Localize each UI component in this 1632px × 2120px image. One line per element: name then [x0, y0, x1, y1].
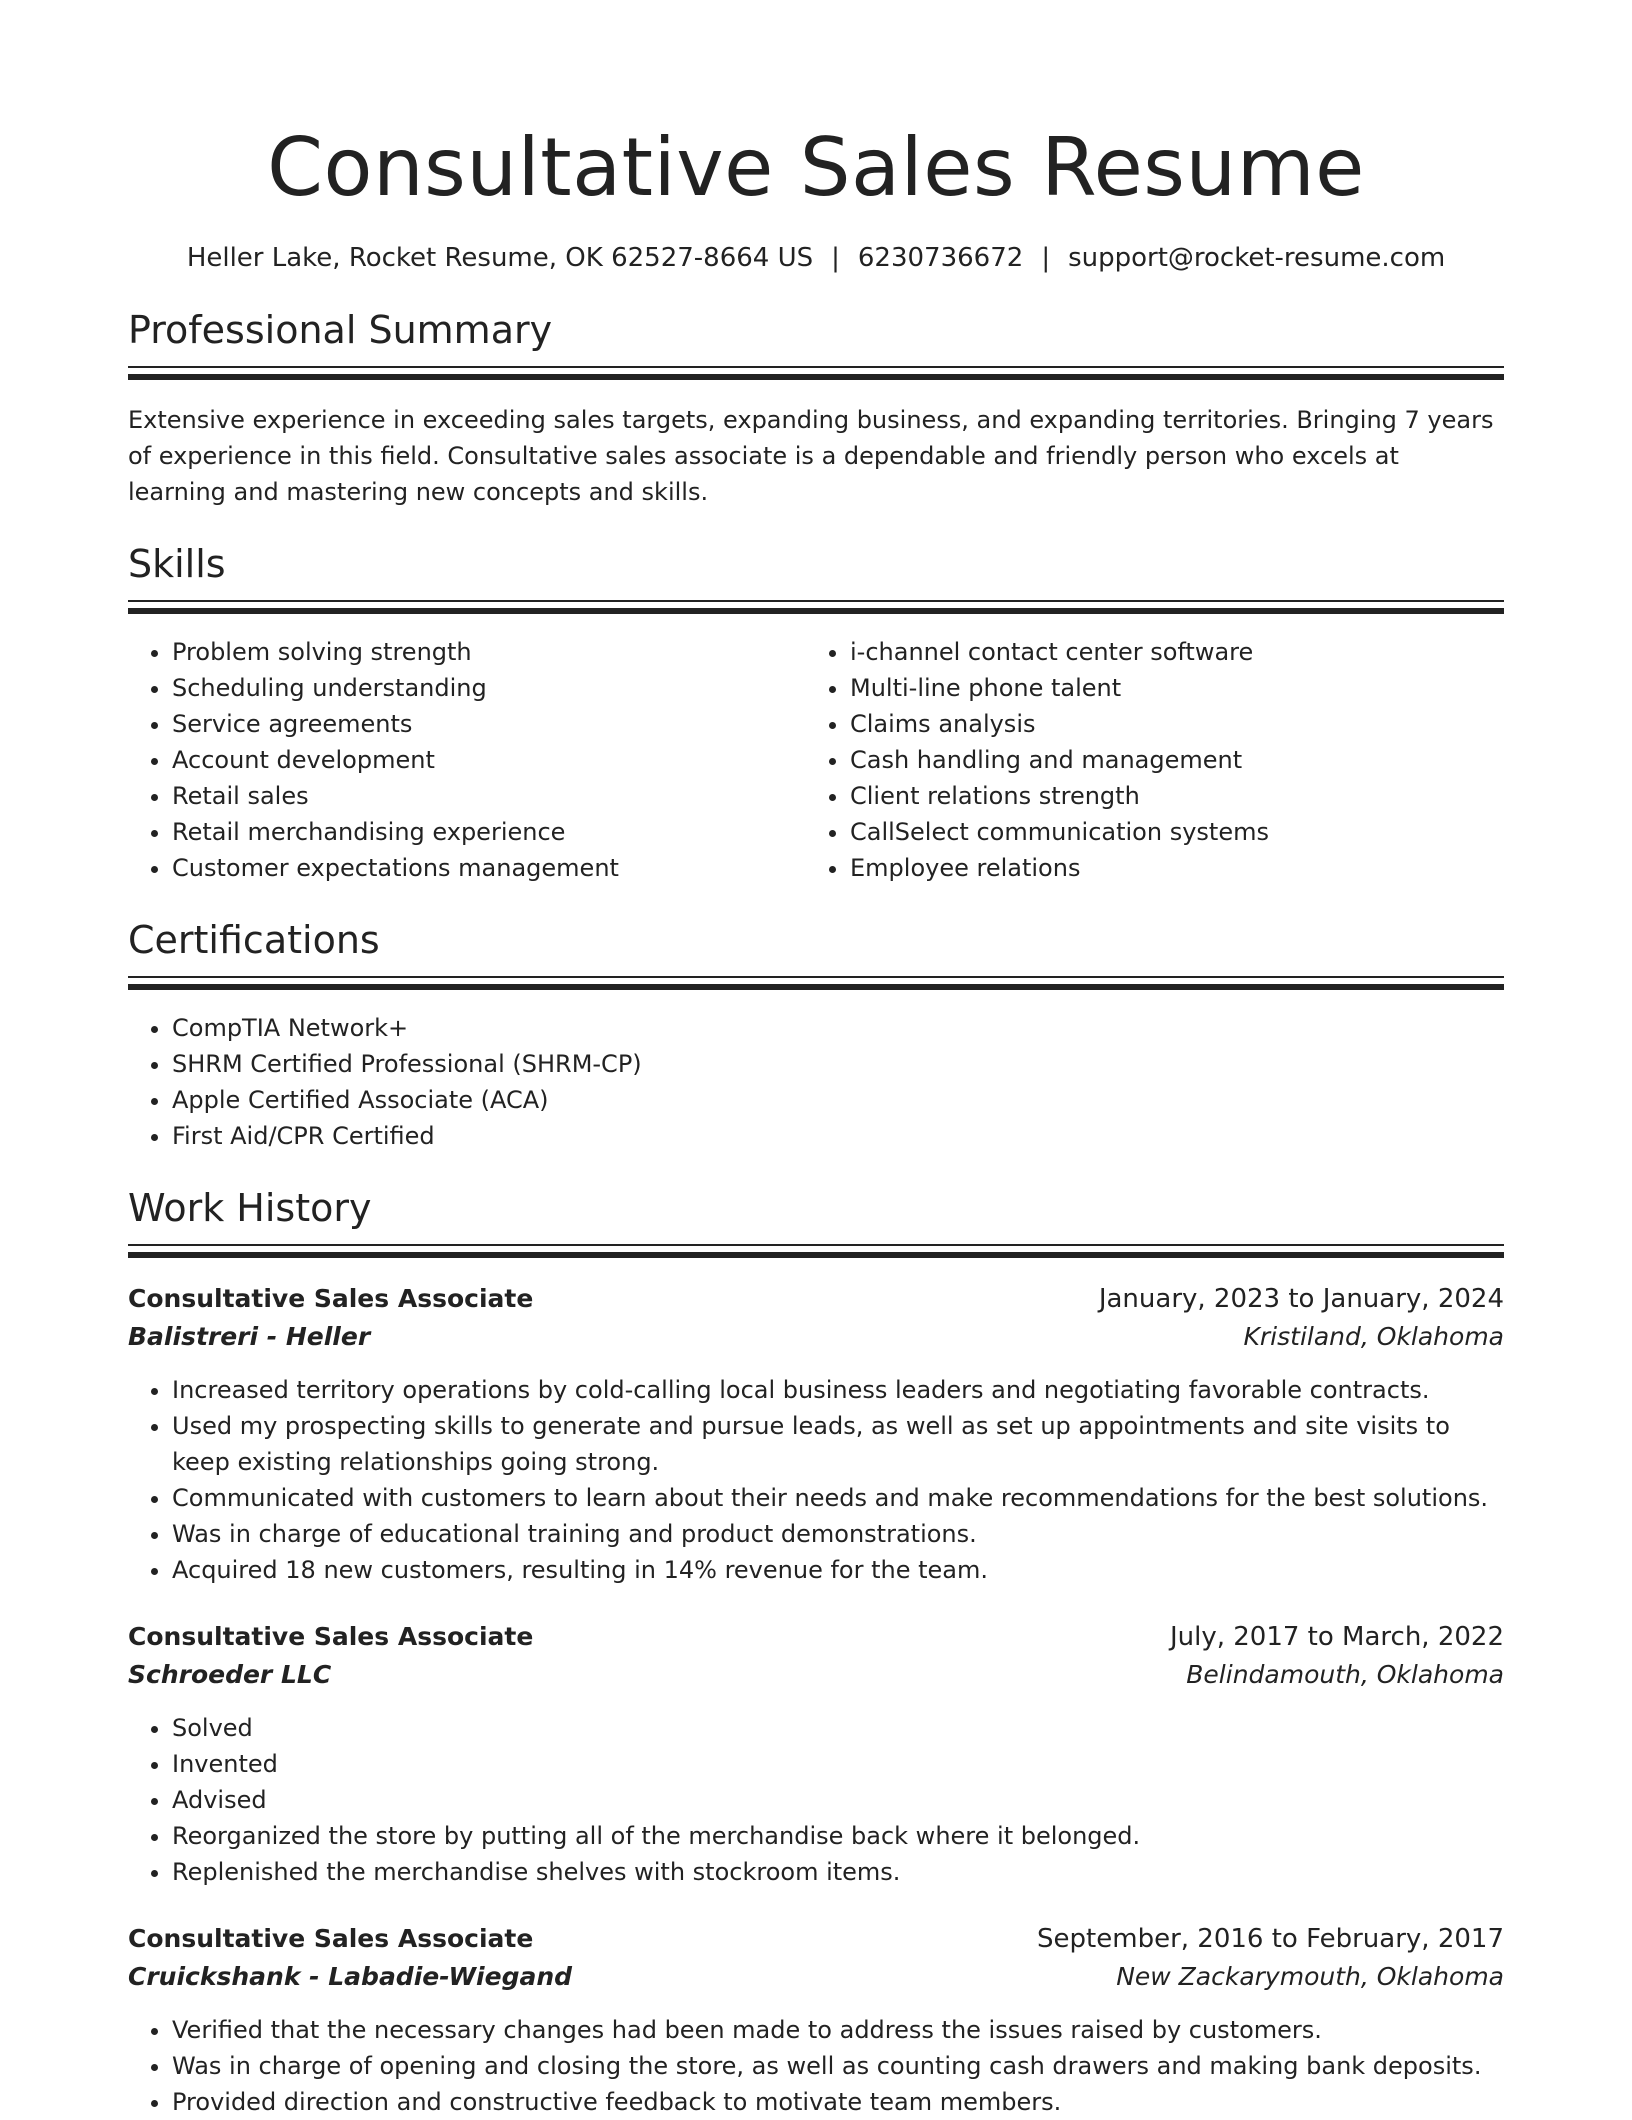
job-company: Cruickshank - Labadie-Wiegand	[128, 1962, 573, 1991]
skill-item: • Customer expectations management	[172, 850, 806, 886]
job-company-row	[128, 1958, 1504, 1996]
job-company-row	[128, 1318, 1504, 1356]
skill-item: • Claims analysis	[850, 706, 1484, 742]
skill-item: • Cash handling and management	[850, 742, 1484, 778]
certifications-section	[128, 916, 1504, 1154]
job-dates: September, 2016 to February, 2017	[1037, 1924, 1504, 1954]
certification-item: • First Aid/CPR Certified	[172, 1118, 1504, 1154]
certification-item: • Apple Certified Associate (ACA)	[172, 1082, 1504, 1118]
contact-separator: |	[831, 243, 840, 273]
section-divider	[128, 600, 1504, 614]
job-dates: January, 2023 to January, 2024	[1098, 1284, 1504, 1314]
job-bullets	[128, 1372, 1504, 1588]
certification-item: • SHRM Certified Professional (SHRM-CP)	[172, 1046, 1504, 1082]
summary-text: Extensive experience in exceeding sales targets, expanding business, and expanding territories. Bringing 7 years of experience in this field. Consultative sales associate is a dependable and friendly person who excels at learning and mastering new concepts and skills.	[128, 406, 1494, 506]
skill-item: • Retail merchandising experience	[172, 814, 806, 850]
skill-item: • Account development	[172, 742, 806, 778]
skill-item: • Employee relations	[850, 850, 1484, 886]
resume-title: Consultative Sales Resume	[267, 121, 1365, 214]
job-location: Kristiland, Oklahoma	[1243, 1322, 1504, 1351]
job-bullet: • Was in charge of opening and closing the store, as well as counting cash drawers and making bank deposits.	[172, 2048, 1504, 2084]
job-title: Consultative Sales Associate	[128, 1284, 534, 1313]
skills-list-left	[128, 634, 806, 886]
job-bullet: • Reorganized the store by putting all of the merchandise back where it belonged.	[172, 1818, 1504, 1854]
skill-item: • i-channel contact center software	[850, 634, 1484, 670]
section-heading-summary: Professional Summary	[128, 308, 553, 352]
job-company-row	[128, 1656, 1504, 1694]
job-location: New Zackarymouth, Oklahoma	[1116, 1962, 1504, 1991]
section-heading-skills: Skills	[128, 542, 226, 586]
contact-separator: |	[1041, 243, 1051, 273]
job-bullet: • Verified that the necessary changes had been made to address the issues raised by customers.	[172, 2012, 1504, 2048]
job-entry	[128, 1618, 1504, 1890]
job-bullet: • Invented	[172, 1746, 1504, 1782]
job-bullets	[128, 1710, 1504, 1890]
job-entry	[128, 1280, 1504, 1588]
certifications-list	[128, 1010, 1504, 1154]
skill-item: • Service agreements	[172, 706, 806, 742]
section-heading-work-history: Work History	[128, 1186, 372, 1230]
skills-section	[128, 540, 1504, 886]
section-heading-certifications: Certifications	[128, 918, 380, 962]
job-bullet: • Increased territory operations by cold-calling local business leaders and negotiating favorable contracts.	[172, 1372, 1504, 1408]
contact-address: Heller Lake, Rocket Resume, OK 62527-8664 US	[186, 243, 814, 273]
job-bullet: • Was in charge of educational training and product demonstrations.	[172, 1516, 1504, 1552]
job-company: Schroeder LLC	[128, 1660, 332, 1689]
job-title: Consultative Sales Associate	[128, 1622, 534, 1651]
job-entry	[128, 1920, 1504, 2120]
job-bullets	[128, 2012, 1504, 2120]
job-location: Belindamouth, Oklahoma	[1186, 1660, 1504, 1689]
section-divider	[128, 1244, 1504, 1258]
job-bullet: • Communicated with customers to learn about their needs and make recommendations for the best solutions.	[172, 1480, 1504, 1516]
job-bullet: • Acquired 18 new customers, resulting in 14% revenue for the team.	[172, 1552, 1504, 1588]
job-bullet: • Used my prospecting skills to generate and pursue leads, as well as set up appointments and site visits to keep existing relationships going strong.	[172, 1408, 1504, 1480]
contact-line	[128, 240, 1504, 276]
section-divider	[128, 976, 1504, 990]
job-bullet: • Solved	[172, 1710, 1504, 1746]
skill-item: • Client relations strength	[850, 778, 1484, 814]
skill-item: • CallSelect communication systems	[850, 814, 1484, 850]
job-bullet: • Advised	[172, 1782, 1504, 1818]
certification-item: • CompTIA Network+	[172, 1010, 1504, 1046]
section-divider	[128, 366, 1504, 380]
job-bullet: • Replenished the merchandise shelves with stockroom items.	[172, 1854, 1504, 1890]
professional-summary-section	[128, 306, 1504, 510]
skill-item: • Problem solving strength	[172, 634, 806, 670]
job-header-row	[128, 1618, 1504, 1656]
skill-item: • Multi-line phone talent	[850, 670, 1484, 706]
job-company: Balistreri - Heller	[128, 1322, 371, 1351]
job-dates: July, 2017 to March, 2022	[1169, 1622, 1504, 1652]
job-bullet: • Provided direction and constructive feedback to motivate team members.	[172, 2084, 1504, 2120]
contact-email: support@rocket-resume.com	[1068, 243, 1446, 273]
job-header-row	[128, 1280, 1504, 1318]
job-title: Consultative Sales Associate	[128, 1924, 534, 1953]
skills-grid	[128, 634, 1504, 886]
skill-item: • Retail sales	[172, 778, 806, 814]
work-history-section	[128, 1184, 1504, 2120]
skill-item: • Scheduling understanding	[172, 670, 806, 706]
contact-phone: 6230736672	[857, 243, 1024, 273]
skills-list-right	[806, 634, 1484, 886]
job-header-row	[128, 1920, 1504, 1958]
